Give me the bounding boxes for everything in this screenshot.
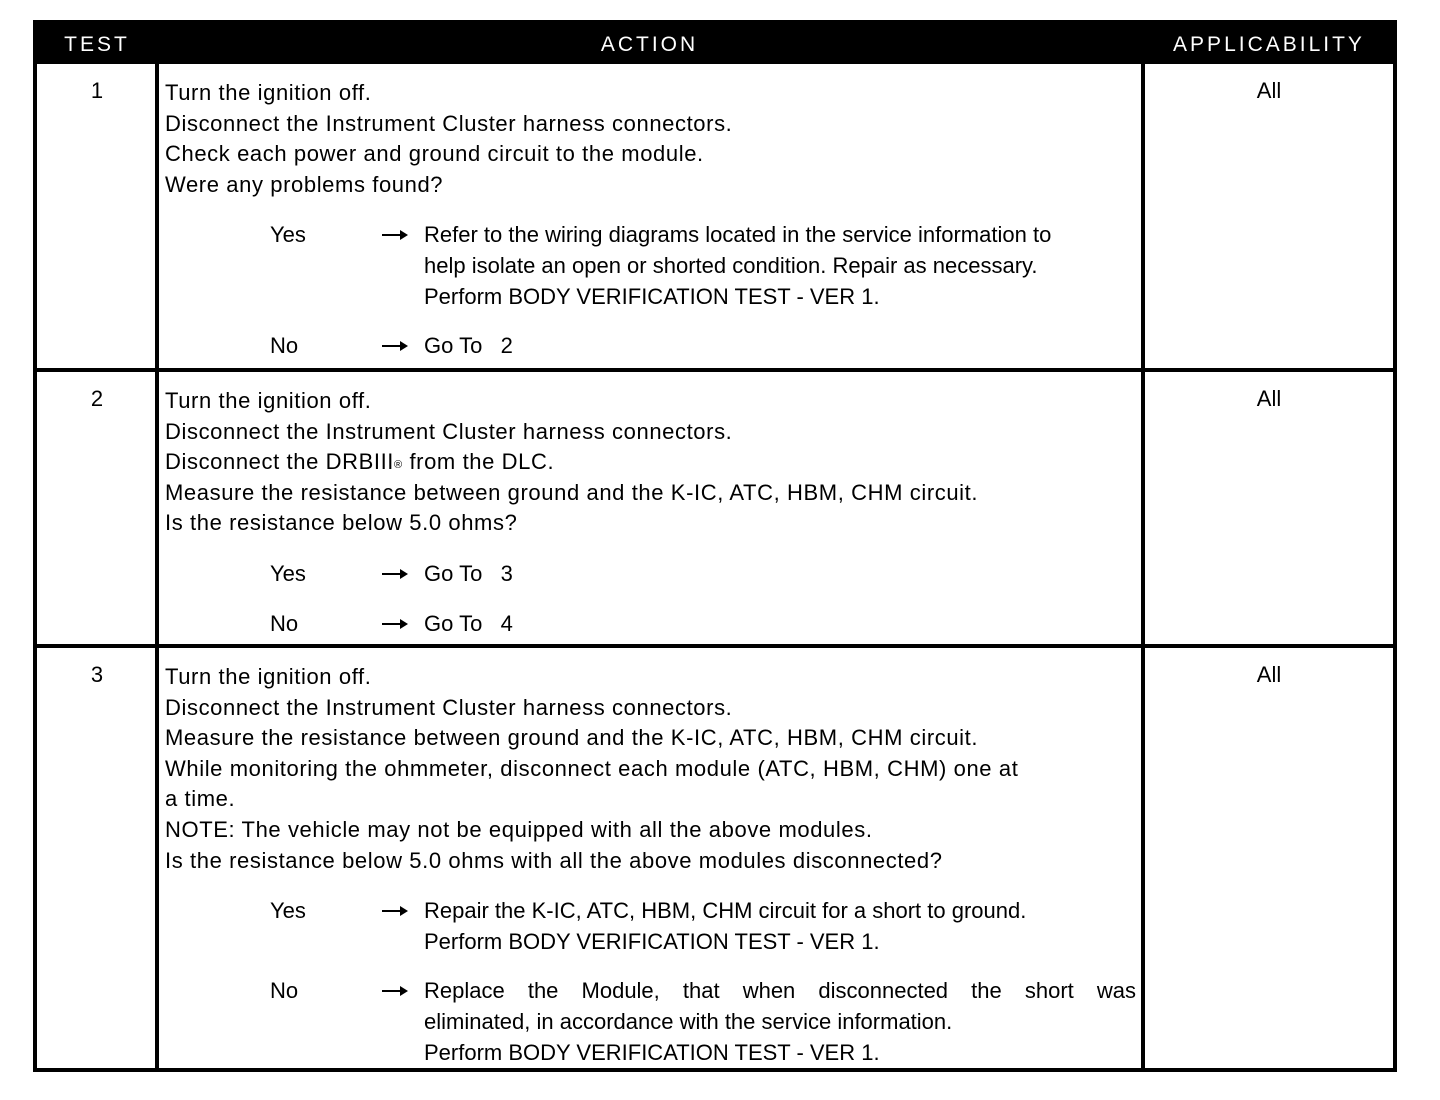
arrow-right-icon	[382, 990, 406, 992]
answer-label: No	[270, 610, 299, 636]
answer-result: Repair the K-IC, ATC, HBM, CHM circuit for a short to ground.	[424, 898, 1027, 924]
answer-no	[165, 331, 1140, 362]
answer-result: help isolate an open or shorted condition. Repair as necessary.	[424, 252, 1038, 278]
table-row	[37, 368, 1393, 644]
answer-no	[165, 976, 1140, 1068]
action-cell	[165, 662, 1140, 1087]
action-step: While monitoring the ohmmeter, disconnect each module (ATC, HBM, CHM) one at	[165, 755, 1019, 781]
action-step: Turn the ignition off.	[165, 80, 372, 105]
test-number: 3	[90, 662, 104, 687]
action-step: NOTE: The vehicle may not be equipped with all the above modules.	[165, 816, 873, 842]
header-applicability: APPLICABILITY	[1173, 33, 1365, 56]
answer-result: Refer to the wiring diagrams located in the service information to	[424, 222, 1052, 248]
action-step: Turn the ignition off.	[165, 664, 372, 689]
answer-result: Go To 2	[424, 333, 513, 359]
arrow-right-icon	[382, 234, 406, 236]
answer-result: Perform BODY VERIFICATION TEST - VER 1.	[424, 1039, 880, 1065]
answer-yes	[165, 220, 1140, 312]
arrow-right-icon	[382, 345, 406, 347]
answer-result: Go To 4	[424, 610, 513, 636]
action-step: Were any problems found?	[165, 171, 444, 197]
action-step: Is the resistance below 5.0 ohms?	[165, 510, 518, 536]
answer-result: eliminated, in accordance with the service information.	[424, 1008, 953, 1034]
answer-result: Perform BODY VERIFICATION TEST - VER 1.	[424, 928, 880, 954]
action-cell	[165, 386, 1140, 658]
table-header	[37, 24, 1393, 64]
action-step: Is the resistance below 5.0 ohms with all the above modules disconnected?	[165, 847, 943, 873]
arrow-right-icon	[382, 573, 406, 575]
diagnostic-test-table	[33, 20, 1397, 1072]
arrow-right-icon	[382, 910, 406, 912]
answer-yes	[165, 896, 1140, 957]
table-row	[37, 64, 1393, 368]
answer-label: Yes	[270, 898, 306, 924]
answer-label: Yes	[270, 222, 306, 248]
applicability: All	[1256, 662, 1282, 687]
action-step: Disconnect the DRBIII® from the DLC.	[165, 449, 555, 475]
answer-label: Yes	[270, 560, 306, 586]
arrow-right-icon	[382, 623, 406, 625]
action-step: Turn the ignition off.	[165, 388, 372, 413]
answer-label: No	[270, 978, 299, 1004]
action-cell	[165, 78, 1140, 381]
action-step: Disconnect the Instrument Cluster harness connectors.	[165, 418, 733, 444]
answer-yes	[165, 559, 1140, 590]
answer-label: No	[270, 333, 299, 359]
action-step: a time.	[165, 786, 236, 812]
header-action: ACTION	[600, 33, 699, 56]
action-step: Measure the resistance between ground and the K-IC, ATC, HBM, CHM circuit.	[165, 725, 979, 751]
action-step: Disconnect the Instrument Cluster harness connectors.	[165, 694, 733, 720]
applicability: All	[1256, 386, 1282, 411]
test-number: 1	[90, 78, 104, 103]
action-step: Check each power and ground circuit to the module.	[165, 141, 704, 167]
action-step: Measure the resistance between ground and the K-IC, ATC, HBM, CHM circuit.	[165, 479, 979, 505]
answer-result: Go To 3	[424, 560, 513, 586]
table-row	[37, 644, 1393, 1072]
answer-no	[165, 609, 1140, 640]
test-number: 2	[90, 386, 104, 411]
applicability: All	[1256, 78, 1282, 103]
action-step: Disconnect the Instrument Cluster harness connectors.	[165, 110, 733, 136]
header-test: TEST	[64, 33, 130, 56]
answer-result: Perform BODY VERIFICATION TEST - VER 1.	[424, 283, 880, 309]
answer-result: Replace the Module, that when disconnected the short was	[424, 978, 1136, 1004]
